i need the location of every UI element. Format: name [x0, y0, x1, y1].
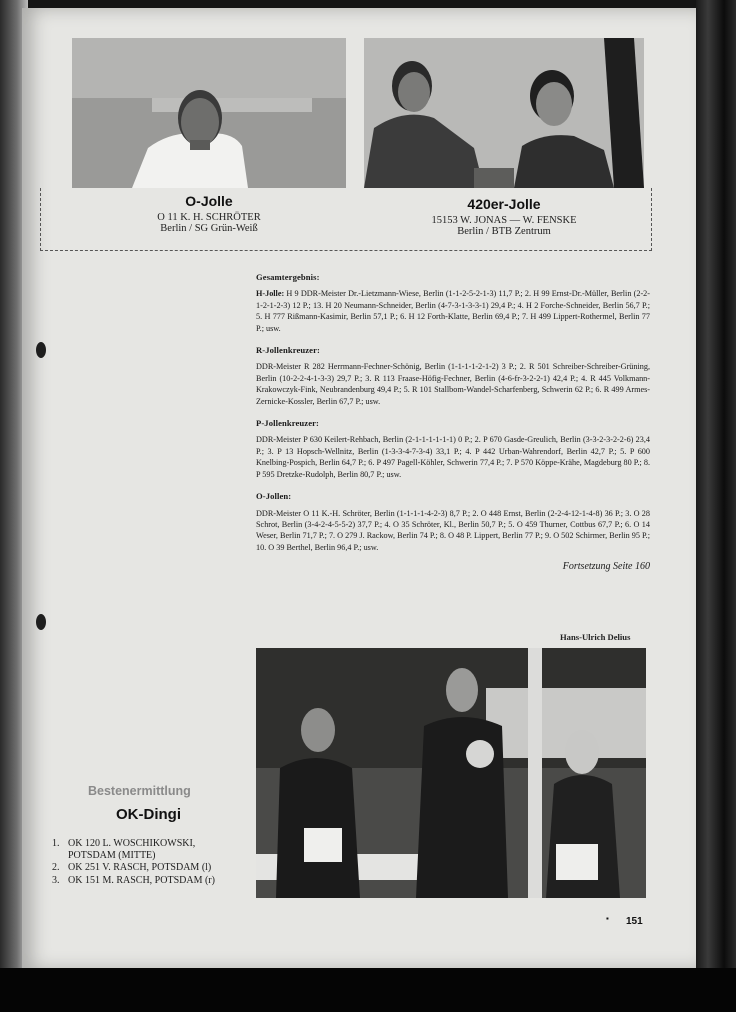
- results-r-heading: R-Jollenkreuzer:: [256, 345, 320, 356]
- results-o-heading: O-Jollen:: [256, 491, 292, 502]
- list-item: 2. OK 251 V. RASCH, POTSDAM (l): [52, 862, 212, 873]
- author-name: Hans-Ulrich Delius: [560, 632, 631, 642]
- binding-hole: [36, 614, 46, 630]
- results-o-jollen: DDR-Meister O 11 K.-H. Schröter, Berlin (1-1-1-1-4-2-3) 8,7 P.; 2. O 448 Ernst, Berlin (2-2-4-12-1-4-8) 36 P.; 3. O 28 Schrot, Berlin (3-4-2-4-5-5-2) 37,7 P.; 4. O 35 Schröter, Kl., Berlin 50,7 P.; 5. O 459 Thurner, Cottbus 67,7 P.; 6. O 14 Weser, Berlin 71,7 P.; 7. O 279 J. Rackow, Berlin 74 P.; 8. O 48 P. Lippert, Berlin 77 P.; 9. O 502 Schirmer, Berlin 95 P.; 10. O 39 Berthel, Berlin 96,4 P.; usw.: [256, 508, 650, 552]
- results-column: [256, 272, 650, 573]
- bullet-mark: ▪: [606, 914, 609, 923]
- caption-title-o-jolle: O-Jolle: [185, 193, 233, 209]
- caption-line-420er-1: 15153 W. JONAS — W. FENSKE: [431, 215, 577, 226]
- results-h-jolle: H-Jolle: H 9 DDR-Meister Dr.-Lietzmann-Wiese, Berlin (1-1-2-5-2-1-3) 11,7 P.; 2. H 99 Ernst-Dr.-Müller, Berlin (2-2-1-2-1-2-3) 12 P.; 13. H 20 Neumann-Schneider, Berlin (4-7-3-1-3-3-1) 29,4 P.; 4. H 2 Forche-Schneider, Berlin 56,7 P.; 5. H 777 Rißmann-Kasimir, Berlin 57,1 P.; 6. H 12 Forth-Klatte, Berlin 69,4 P.; 7. H 499 Lippert-Rothermel, Berlin 77 P.; usw.: [256, 289, 650, 333]
- book-spine: [696, 0, 736, 972]
- caption-line-420er-2: Berlin / BTB Zentrum: [457, 226, 551, 237]
- results-heading: Gesamtergebnis:: [256, 272, 320, 282]
- bestenermittlung-heading: Bestenermittlung: [88, 784, 191, 798]
- ok-dingi-ranking: [52, 838, 215, 887]
- binding-hole: [36, 342, 46, 358]
- scan-bottom-edge: [0, 968, 736, 1012]
- photo-ok-dingi-winners: [256, 648, 646, 898]
- results-p-heading: P-Jollenkreuzer:: [256, 418, 320, 429]
- list-item: 1. OK 120 L. WOSCHIKOWSKI, POTSDAM (MITTE): [52, 838, 196, 861]
- caption-title-420er: 420er-Jolle: [467, 196, 541, 212]
- photo-420er-jolle-crew: [364, 38, 644, 188]
- caption-line-o-jolle-2: Berlin / SG Grün-Weiß: [160, 223, 258, 234]
- list-item: 3. OK 151 M. RASCH, POTSDAM (r): [52, 874, 215, 886]
- page-number: 151: [626, 916, 643, 927]
- ok-dingi-heading: OK-Dingi: [116, 806, 181, 823]
- continued-note: Fortsetzung Seite 160: [562, 561, 650, 573]
- results-r-jollenkreuzer: DDR-Meister R 282 Herrmann-Fechner-Schönig, Berlin (1-1-1-1-2-1-2) 3 P.; 2. R 501 Schreiber-Schreiber-Grüning, Berlin (10-2-2-4-1-3-3) 29,7 P.; 3. R 113 Fraase-Höfig-Fechner, Berlin (4-6-fr-3-2-2-1) 42,4 P.; 4. R 445 Volkmann-Krakowczyk-Fink, Neubrandenburg 49,4 P.; 5. R 101 Stallbom-Wandel-Scharfenberg, Schwerin 62 P.; 6. R 499 Armes-Zernicke-Kossler, Berlin 67,7 P.; usw.: [256, 362, 650, 406]
- results-p-jollenkreuzer: DDR-Meister P 630 Keilert-Rehbach, Berlin (2-1-1-1-1-1-1) 0 P.; 2. P 670 Gasde-Greulich, Berlin (3-3-2-3-2-2-6) 23,4 P.; 3. P 13 Hopsch-Wellnitz, Berlin (1-3-3-4-7-3-4) 33,1 P.; 4. P 442 Urban-Wahrendorf, Berlin 42,7 P.; 5. P 600 Knelbing-Pospich, Berlin 64,7 P.; 6. P 497 Pagell-Köhler, Schwerin 77,4 P.; 7. P 570 Köppe-Krähe, Magdeburg 80 P.; 8. P 595 Dretzke-Rudolph, Berlin 80,7 P.; usw.: [256, 435, 650, 479]
- caption-line-o-jolle-1: O 11 K. H. SCHRÖTER: [157, 212, 261, 223]
- photo-o-jolle-sailor: [72, 38, 346, 188]
